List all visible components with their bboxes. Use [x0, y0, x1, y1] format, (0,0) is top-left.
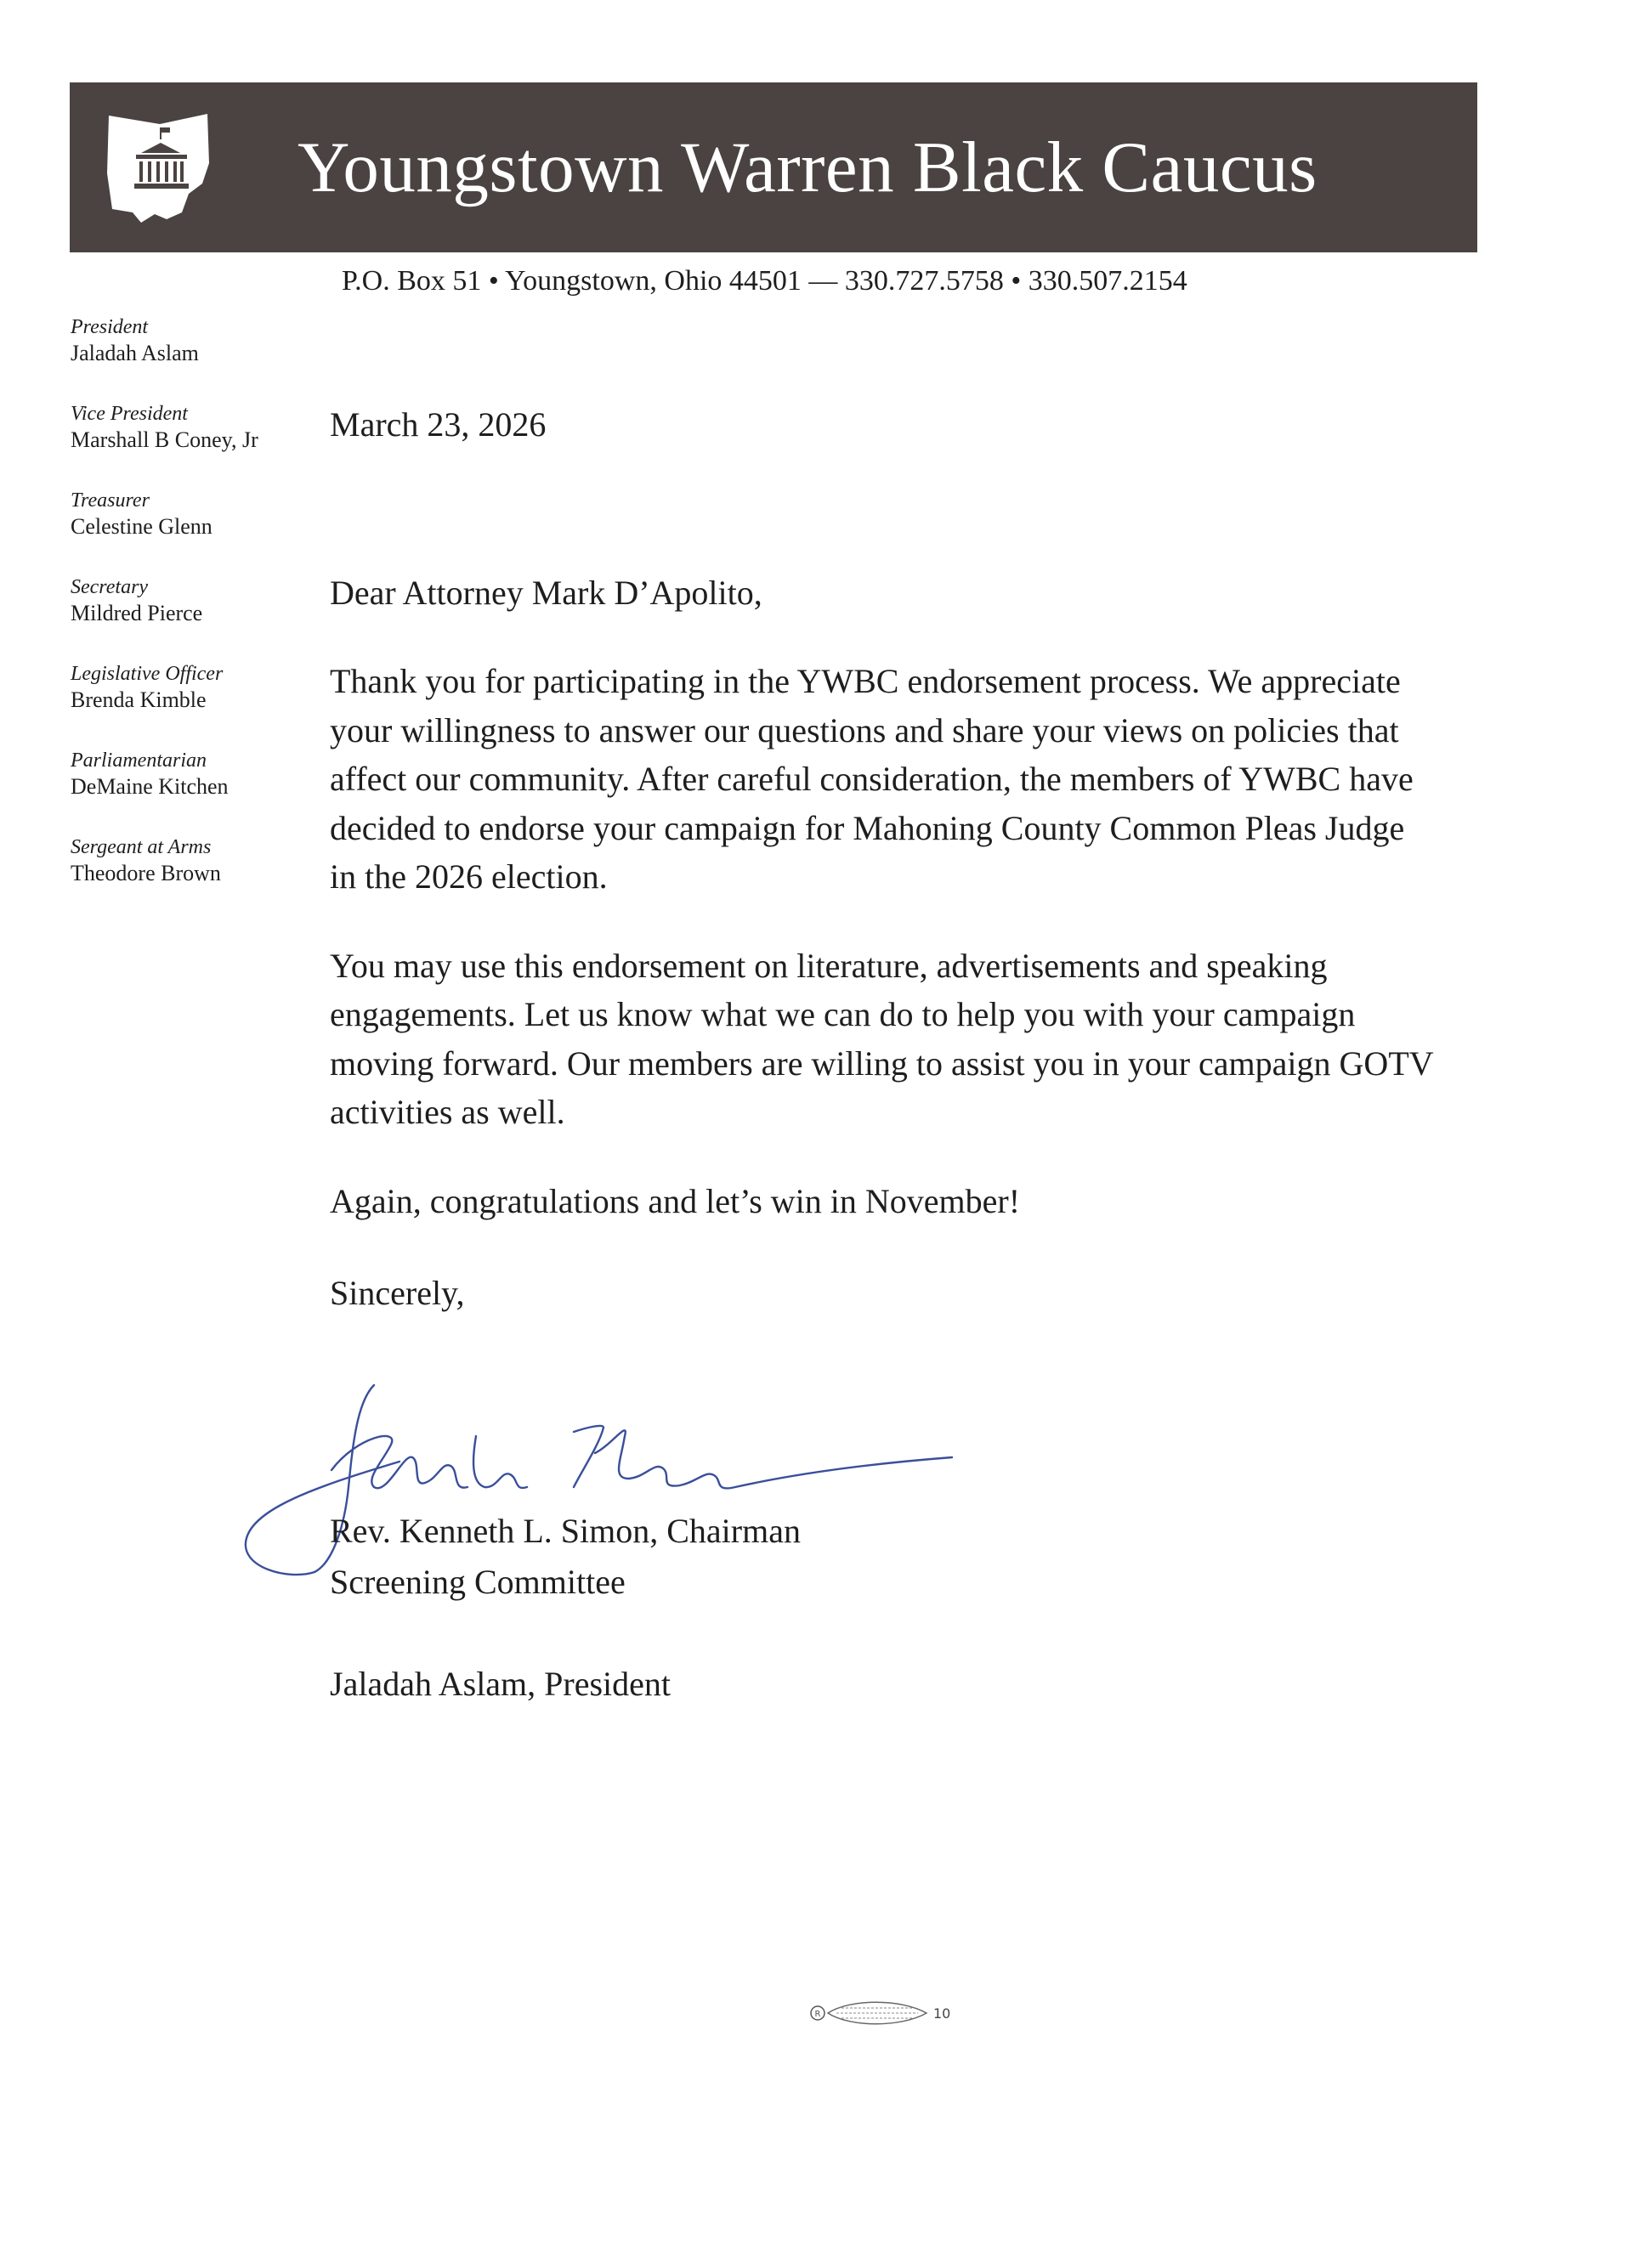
officer-title: Treasurer [71, 489, 150, 512]
salutation: Dear Attorney Mark D’Apolito, [330, 574, 762, 612]
officer-entry [71, 834, 300, 921]
officer-title: Vice President [71, 403, 188, 425]
body-paragraph: You may use this endorsement on literature, advertisements and speaking engagements. Let us know what we can do to help you with your campaign moving forward. Our members are willing to assist you in your campaign GOTV activities as well. [330, 946, 1433, 1131]
letter-body [330, 401, 1435, 1317]
union-bug-number: 10 [933, 2005, 951, 2022]
officer-title: Secretary [71, 576, 149, 598]
closing: Sincerely, [330, 1274, 465, 1312]
officer-entry [71, 748, 300, 834]
officer-name: DeMaine Kitchen [71, 774, 229, 799]
officer-name: Theodore Brown [71, 861, 221, 885]
officer-name: Celestine Glenn [71, 514, 212, 539]
svg-text:R: R [814, 2010, 821, 2019]
body-paragraph: Thank you for participating in the YWBC endorsement process. We appreciate your willingness to answer our questions and share your views on policies that affect our community. After careful consideration, the members of YWBC have decided to endorse your campaign for Mahoning County Common Pleas Judge in the 2026 election. [330, 662, 1414, 896]
letter-date: March 23, 2026 [330, 405, 547, 444]
officer-title: Sergeant at Arms [71, 836, 212, 858]
officer-name: Jaladah Aslam [71, 341, 199, 365]
signer-name: Rev. Kenneth L. Simon, Chairman [330, 1512, 801, 1550]
officer-title: Parliamentarian [71, 749, 207, 772]
officer-title: Legislative Officer [71, 663, 224, 685]
officer-entry [71, 488, 300, 574]
letterhead-banner [70, 82, 1477, 252]
officer-name: Brenda Kimble [71, 687, 207, 712]
officer-entry [71, 661, 300, 748]
officer-entry [71, 401, 300, 488]
president-signature-line: Jaladah Aslam, President [330, 1665, 672, 1703]
address-line: P.O. Box 51 • Youngstown, Ohio 44501 — 330.727.5758 • 330.507.2154 [342, 265, 1187, 297]
ohio-capitol-logo [104, 112, 212, 224]
officer-entry [71, 314, 300, 401]
officer-name: Mildred Pierce [71, 601, 203, 625]
officer-name: Marshall B Coney, Jr [71, 427, 258, 452]
officer-entry [71, 574, 300, 661]
officers-sidebar [71, 314, 300, 921]
organization-name: Youngstown Warren Black Caucus [298, 127, 1318, 207]
signer-committee: Screening Committee [330, 1563, 626, 1601]
union-bug-icon [808, 1992, 978, 2034]
officer-title: President [71, 316, 149, 338]
body-paragraph: Again, congratulations and let’s win in November! [330, 1181, 1021, 1220]
signer-block [330, 1506, 801, 1608]
